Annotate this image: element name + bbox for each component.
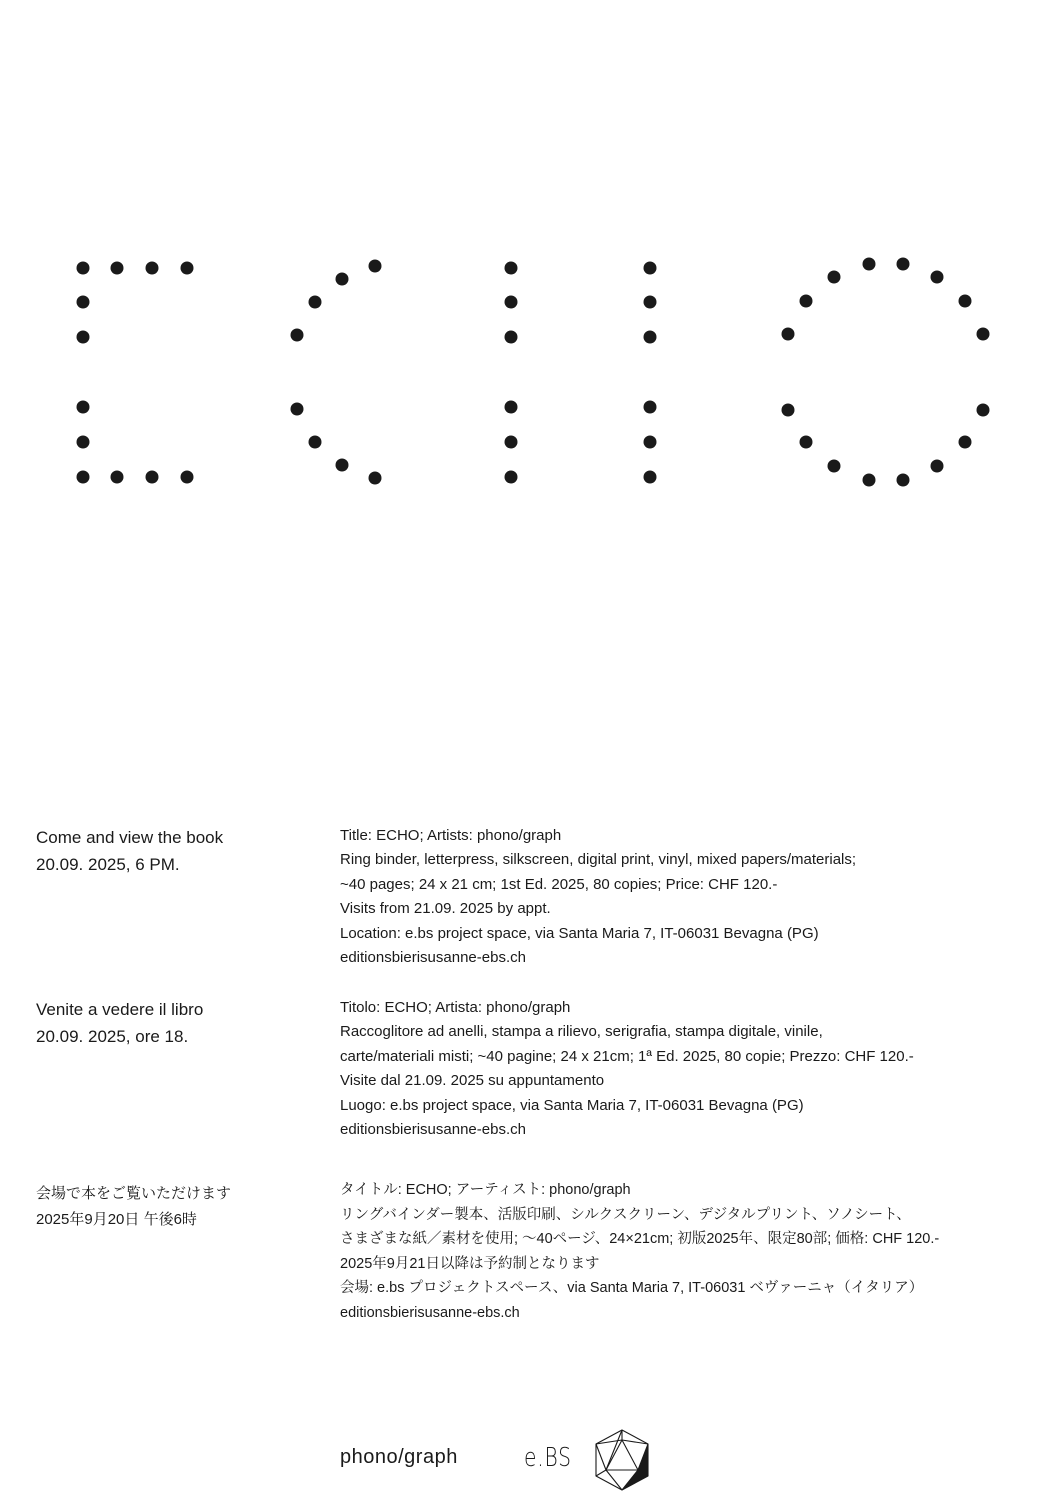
book-details xyxy=(340,1178,1040,1326)
logo-dot xyxy=(181,262,194,275)
detail-specs: ~40 pages; 24 x 21 cm; 1st Ed. 2025, 80 copies; Price: CHF 120.- xyxy=(340,875,778,893)
detail-specs: carte/materiali misti; ~40 pagine; 24 x 21cm; 1ª Ed. 2025, 80 copie; Prezzo: CHF 120.- xyxy=(340,1047,914,1065)
invitation-date: 20.09. 2025, 6 PM. xyxy=(36,855,180,874)
logo-dot xyxy=(111,262,124,275)
logo-dot xyxy=(959,295,972,308)
logo-dot xyxy=(863,258,876,271)
logo-dot xyxy=(146,471,159,484)
invitation-line: 会場で本をご覧いただけます xyxy=(36,1185,232,1202)
detail-visits: Visite dal 21.09. 2025 su appuntamento xyxy=(340,1072,605,1090)
logo-dot xyxy=(863,474,876,487)
logo-dot xyxy=(336,459,349,472)
invitation-date: 2025年9月20日 午後6時 xyxy=(36,1211,197,1228)
logo-dot xyxy=(77,331,90,344)
logo-dot xyxy=(77,436,90,449)
invitation-block xyxy=(36,1181,326,1233)
footer-artist-name: phono/graph xyxy=(340,1446,458,1468)
logo-dot xyxy=(505,296,518,309)
logo-dot xyxy=(505,471,518,484)
logo-dot xyxy=(931,460,944,473)
logo-dot xyxy=(897,474,910,487)
logo-dot xyxy=(336,273,349,286)
icosahedron-icon xyxy=(592,1428,652,1492)
logo-dot xyxy=(644,262,657,275)
invitation-date: 20.09. 2025, ore 18. xyxy=(36,1027,189,1046)
logo-dot xyxy=(977,328,990,341)
book-details xyxy=(340,996,1040,1142)
invitation-block xyxy=(36,824,326,878)
echo-dotted-logo xyxy=(0,0,1060,600)
detail-visits: 2025年9月21日以降は予約制となります xyxy=(340,1255,600,1272)
logo-dot xyxy=(369,260,382,273)
logo-dot xyxy=(644,401,657,414)
detail-location: Location: e.bs project space, via Santa Maria 7, IT-06031 Bevagna (PG) xyxy=(340,924,819,942)
logo-dot xyxy=(828,271,841,284)
logo-dot xyxy=(77,296,90,309)
logo-dot xyxy=(897,258,910,271)
logo-dot xyxy=(291,329,304,342)
detail-location: Luogo: e.bs project space, via Santa Maria 7, IT-06031 Bevagna (PG) xyxy=(340,1096,804,1114)
logo-dot xyxy=(505,262,518,275)
logo-dot xyxy=(800,436,813,449)
book-details xyxy=(340,824,1040,970)
logo-dot xyxy=(505,331,518,344)
logo-dot xyxy=(644,331,657,344)
logo-dot xyxy=(309,436,322,449)
logo-dot xyxy=(77,262,90,275)
detail-website-link[interactable]: editionsbierisusanne-ebs.ch xyxy=(340,949,526,967)
detail-website-link[interactable]: editionsbierisusanne-ebs.ch xyxy=(340,1304,520,1321)
logo-dot xyxy=(111,471,124,484)
invitation-line: Come and view the book xyxy=(36,828,224,847)
detail-location: 会場: e.bs プロジェクトスペース、via Santa Maria 7, IT-06031 ベヴァーニャ（イタリア） xyxy=(340,1280,924,1297)
logo-dot xyxy=(644,296,657,309)
logo-dot xyxy=(977,404,990,417)
detail-visits: Visits from 21.09. 2025 by appt. xyxy=(340,900,551,918)
logo-dot xyxy=(931,271,944,284)
logo-dot xyxy=(782,404,795,417)
detail-materials: Ring binder, letterpress, silkscreen, digital print, vinyl, mixed papers/materials; xyxy=(340,851,857,869)
logo-dot xyxy=(644,471,657,484)
logo-dot xyxy=(181,471,194,484)
invitation-block xyxy=(36,996,326,1050)
logo-dot xyxy=(77,401,90,414)
detail-materials: Raccoglitore ad anelli, stampa a rilievo, serigrafia, stampa digitale, vinile, xyxy=(340,1023,823,1041)
logo-dot xyxy=(782,328,795,341)
detail-website-link[interactable]: editionsbierisusanne-ebs.ch xyxy=(340,1121,526,1139)
logo-dot xyxy=(369,472,382,485)
logo-dot xyxy=(505,401,518,414)
detail-title: タイトル: ECHO; アーティスト: phono/graph xyxy=(340,1182,631,1198)
logo-dot xyxy=(800,295,813,308)
logo-dot xyxy=(959,436,972,449)
detail-materials: リングバインダー製本、活版印刷、シルクスクリーン、デジタルプリント、ソノシート、 xyxy=(340,1206,911,1223)
logo-dot xyxy=(291,403,304,416)
logo-dot xyxy=(146,262,159,275)
logo-dot xyxy=(309,296,322,309)
invitation-line: Venite a vedere il libro xyxy=(36,1000,204,1019)
logo-dot xyxy=(828,460,841,473)
detail-title: Titolo: ECHO; Artista: phono/graph xyxy=(340,999,571,1016)
logo-dot xyxy=(505,436,518,449)
logo-dot xyxy=(644,436,657,449)
detail-specs: さまざまな紙／素材を使用; ～40ページ、24×21cm; 初版2025年、限定80部; 価格: CHF 120.- xyxy=(340,1231,940,1248)
publisher-logo: e.BS xyxy=(524,1443,572,1473)
detail-title: Title: ECHO; Artists: phono/graph xyxy=(340,827,562,844)
logo-dot xyxy=(77,471,90,484)
